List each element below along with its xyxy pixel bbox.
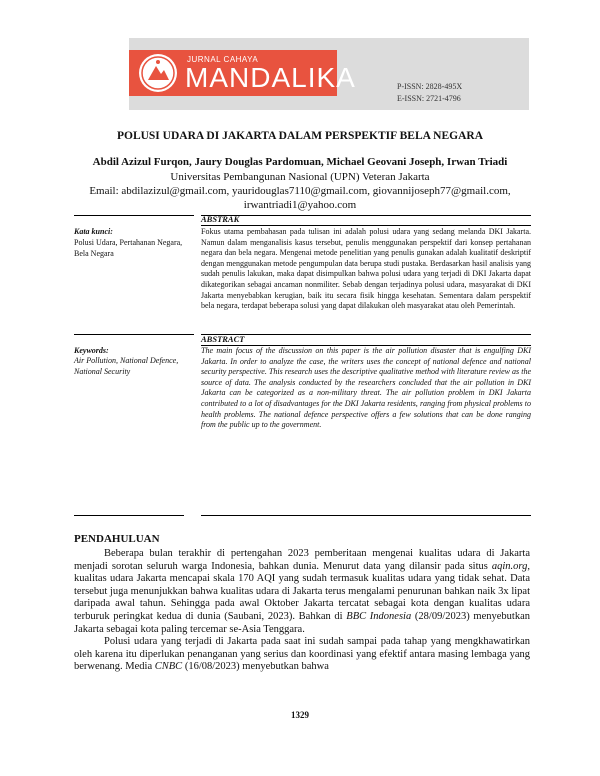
divider	[74, 515, 184, 516]
journal-name-small: JURNAL CAHAYA	[187, 55, 259, 64]
paragraph-1: Beberapa bulan terakhir di pertengahan 2023 pemberitaan mengenai kualitas udara di Jakarta menjadi sorotan seluruh warga Indonesia, bahkan dunia. Menurut data yang dilansir pada situs aqin.org, kualitas udara Jakarta mencapai skala 170 AQI yang sudah termasuk kualitas udara yang tidak sehat. Data tersebut juga menunjukkan bahwa kualitas udara di Jakarta terus mengalami penurunan bahkan naik 3x lipat daripada awal tahun. Sehingga pada awal Oktober Jakarta tercatat sebagai kota dengan kualitas udara terburuk peringkat kedua di dunia (Saubani, 2023). Bahkan di BBC Indonesia (28/09/2023) menyebutkan Jakarta sebagai kota paling tercemar se-Asia Tenggara.	[74, 548, 530, 635]
keywords-text: Air Pollution, National Defence, National Security	[74, 356, 179, 376]
e-issn: E-ISSN: 2721-4796	[397, 94, 461, 103]
source-name: CNBC	[154, 661, 183, 673]
paragraph-2: Polusi udara yang terjadi di Jakarta pada saat ini sudah sampai pada tahap yang mengkhawatirkan oleh karena itu diperlukan penanganan yang serius dan koordinasi yang efektif antara masing lembaga yang berwenang. Media CNBC (16/08/2023) menyebutkan bahwa	[74, 636, 530, 673]
journal-banner	[129, 38, 529, 110]
journal-logo	[129, 50, 356, 96]
body-text	[74, 548, 530, 674]
journal-name-big: MANDALIKA	[185, 62, 356, 93]
email-line-1: Email: abdilazizul@gmail.com, yauridouglas7110@gmail.com, giovannijoseph77@gmail.com,	[89, 185, 511, 197]
divider	[74, 215, 194, 216]
divider	[201, 515, 531, 516]
abstrak-heading: ABSTRAK	[201, 214, 240, 224]
abstract-text: The main focus of the discussion on this paper is the air pollution disaster that is engulfing DKI Jakarta. In order to analyze the case, the writers uses the concept of national defence and national security perspective. This research uses the descriptive qualitative method with literature review as the source of data. The analysis conducted by the researchers concluded that the air pollution in DKI Jakarta can be categorized as a non-military threat. The air pollution problem in DKI Jakarta contributed to a lot of disadvantages for the DKI Jakarta residents, ranging from physical problems to health problems. The national defence perspective offers a few solutions that can be done ranging from the public up to the government.	[201, 346, 531, 430]
kata-kunci-text: Polusi Udara, Pertahanan Negara, Bela Negara	[74, 238, 183, 258]
kata-kunci-heading: Kata kunci:	[74, 227, 113, 236]
affiliation: Universitas Pembangunan Nasional (UPN) Veteran Jakarta	[170, 171, 430, 183]
authors: Abdil Azizul Furqon, Jaury Douglas Pardomuan, Michael Geovani Joseph, Irwan Triadi	[92, 156, 508, 168]
source-link: aqin.org	[491, 560, 528, 572]
keywords-heading: Keywords:	[74, 346, 109, 355]
divider	[74, 334, 194, 335]
page-number: 1329	[291, 710, 309, 720]
source-name: BBC Indonesia	[346, 610, 412, 622]
mountain-emblem-icon	[139, 54, 177, 92]
p-issn: P-ISSN: 2828-495X	[397, 82, 463, 91]
abstract-heading: ABSTRACT	[201, 334, 245, 344]
paper-title: POLUSI UDARA DI JAKARTA DALAM PERSPEKTIF BELA NEGARA	[116, 130, 484, 142]
email-line-2: irwantriadi1@yahoo.com	[243, 199, 357, 211]
abstrak-text: Fokus utama pembahasan pada tulisan ini adalah polusi udara yang sedang melanda DKI Jakarta. Namun dalam menganalisis kasus tersebut, penulis menggunakan perspektif dari konsep pertahanan negara dan bela negara. Mengenai metode penelitian yang penulis gunakan adalah kualitatif deskriptif dengan menggunakan metode pengumpulan data berupa studi pustaka. Berdasarkan hasil analisis yang sudah penulis lakukan, maka dapat disimpulkan bahwa polusi udara yang terjadi di DKI Jakarta dapat dikategorikan sebagai ancaman nonmiliter. Sebab dengan terjadinya polusi udara, masyarakat di DKI Jakarta menyebabkan kerugian, baik itu secara fisik hingga kesehatan. Sementara dalam perspektif bela negara, terdapat beberapa solusi yang dapat dilakukan oleh masyarakat atau oleh Pemerintah.	[201, 227, 531, 311]
divider	[201, 334, 531, 335]
divider	[201, 215, 531, 216]
section-heading: PENDAHULUAN	[74, 533, 160, 545]
divider	[201, 225, 531, 226]
